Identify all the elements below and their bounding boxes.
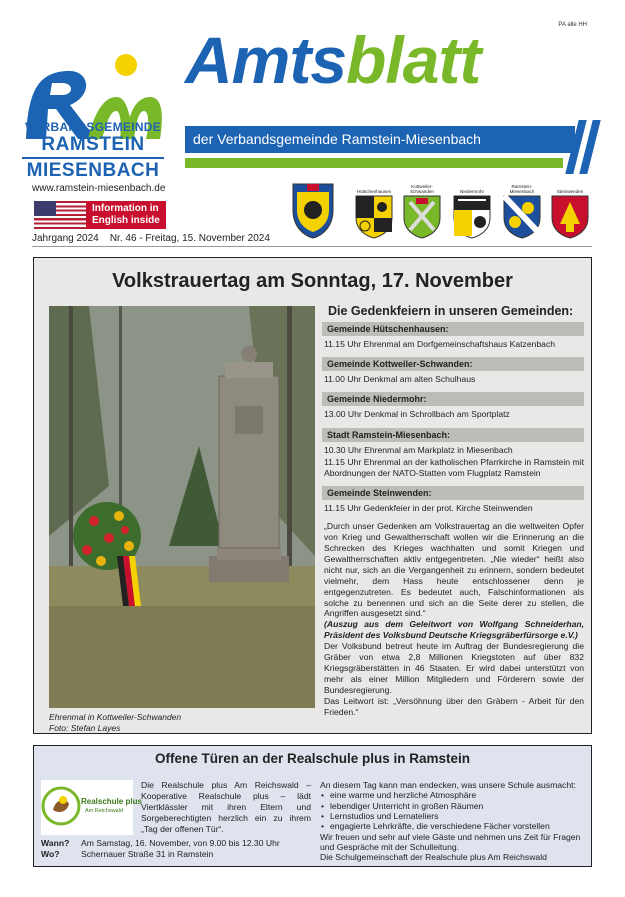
feature-item: • Lernstudios und Lernateliers <box>320 811 586 821</box>
masthead-title <box>185 22 480 98</box>
issue-line: Jahrgang 2024 Nr. 46 - Freitag, 15. November 2024 <box>32 233 270 244</box>
steinwenden-coat-icon <box>550 194 590 240</box>
gemeinde-text: 11.15 Uhr Gedenkfeier in der prot. Kirche Steinwenden <box>324 503 533 514</box>
event-where <box>41 849 280 860</box>
coat-label: Ramstein-Miesenbach <box>509 183 535 194</box>
features-signature: Die Schulgemeinschaft der Realschule plus Am Reichswald <box>320 852 547 863</box>
gemeinde-heading: Gemeinde Niedermohr: <box>322 392 584 406</box>
gemeinde-text: 11.15 Uhr Ehrenmal an der katholischen Pfarrkirche in Ramstein mit Abordnungen der NATO-Statten vom Flugplatz Ramstein <box>324 456 584 478</box>
quote-text: „Durch unser Gedenken am Volkstrauertag an die weltweiten Opfer von Krieg und Gewaltherrschaft wollen wir die Erinnerung an die Schrecken des Krieges wachhalten und somit Kriegen und Gewaltherrschaften aktiv entgegentreten. „Nie wieder“ heißt also nicht nur, sich an die Vergangenheit zu erinnern, sondern bedeutet vielmehr, dem Hass heute entschlossener denn je entgegenzutreten. Es bedeutet auch, Falschinformationen als solche zu benennen und sich an die Seite derer zu stellen, die Angriffen ausgesetzt sind.“ <box>324 521 584 619</box>
coat-niedermohr <box>450 180 494 241</box>
coat-label: Hütschenhausen <box>356 188 392 194</box>
english-info-line1: Information in <box>92 203 159 214</box>
coat-label: Kottweiler-Schwanden <box>409 183 434 194</box>
gemeinde-text: 11.15 Uhr Ehrenmal am Dorfgemeinschaftshaus Katzenbach <box>324 339 556 349</box>
coat-vg <box>290 180 336 241</box>
quote-source: (Auszug aus dem Geleitwort von Wolfgang Schneiderhan, Präsident des Volksbund Deutsche Kriegsgräberfürsorge e.V.) <box>324 619 584 641</box>
gemeinde-text: 13.00 Uhr Denkmal in Schrollbach am Sportplatz <box>324 409 510 420</box>
volkstrauertag-article <box>33 257 592 734</box>
feature-item: • eine warme und herzliche Atmosphäre <box>320 790 586 800</box>
features-intro: An diesem Tag kann man endecken, was unsere Schule ausmacht: <box>320 780 576 790</box>
photo-caption <box>49 712 181 734</box>
vg-coat-icon <box>291 180 335 240</box>
gemeinde-heading: Stadt Ramstein-Miesenbach: <box>322 428 584 442</box>
article-headline: Volkstrauertag am Sonntag, 17. November <box>112 270 513 292</box>
features-outro: Wir freuen und sehr auf viele Gäste und nehmen uns Zeit für Fragen und Gespräche mit der Schulleitung. <box>320 831 581 852</box>
logo-line3: MIESENBACH <box>26 159 160 181</box>
volksbund-paragraph: Der Volksbund betreut heute im Auftrag der Bundesregierung die Gräber von etwa 2,8 Millionen Kriegstoten auf über 832 Kriegsgräberstätten in 46 Staaten. Er wird dabei unterstützt von mehr als einer Million Mitgliedern und Förderern sowie der Bundesregierung. <box>324 641 584 695</box>
english-info-line2: English inside <box>92 214 160 226</box>
corner-note: PA alle HH <box>558 22 587 28</box>
realschule-logo <box>41 780 142 835</box>
realschule-intro: Die Realschule plus Am Reichswald – Kooperative Realschule plus – lädt Viertklässler mit ihren Eltern und Sorgeberechtigten herzlich ein zu ihrem „Tag der offenen Tür“. <box>141 780 311 834</box>
logo-school-sub: Am Reichswald <box>85 808 123 814</box>
realschule-article <box>33 745 592 867</box>
coats-of-arms <box>290 180 590 244</box>
ramstein-coat-icon <box>502 194 542 240</box>
gemeinde-text-line: 10.30 Uhr Ehrenmal am Markplatz in Miesenbach <box>324 444 513 455</box>
memorial-photo <box>49 306 315 708</box>
english-info-text <box>86 201 166 229</box>
english-info-badge[interactable] <box>34 201 166 229</box>
memorial-schedule <box>322 304 584 718</box>
where-label: Wo? <box>41 848 60 859</box>
coat-huetschenhausen <box>352 180 396 241</box>
niedermohr-coat-icon <box>452 194 492 240</box>
logo-line1: VERBANDSGEMEINDE <box>24 120 162 134</box>
photo-caption-title: Ehrenmal in Kottweiler-Schwanden <box>49 712 182 722</box>
coat-ramstein-miesenbach <box>500 180 544 241</box>
leitwort-paragraph: Das Leitwort ist: „Versöhnung über den Gräbern - Arbeit für den Frieden.“ <box>324 695 584 717</box>
gemeinde-text: 11.00 Uhr Denkmal am alten Schulhaus <box>324 374 476 385</box>
kottweiler-coat-icon <box>402 194 442 240</box>
realschule-headline: Offene Türen an der Realschule plus in Ramstein <box>154 751 471 766</box>
realschule-features <box>320 780 586 863</box>
coat-kottweiler-schwanden <box>400 180 444 241</box>
when-value: Am Samstag, 16. November, von 9.00 bis 12.30 Uhr <box>81 838 280 848</box>
when-label: Wann? <box>41 838 70 848</box>
realschule-logo-icon <box>41 780 142 835</box>
logo-divider <box>22 157 164 159</box>
masthead-subtitle: der Verbandsgemeinde Ramstein-Miesenbach <box>185 126 575 153</box>
event-when <box>41 838 280 849</box>
logo-school-title: Realschule plus <box>81 797 142 806</box>
title-part1: Amts <box>185 23 347 97</box>
gemeinde-heading: Gemeinde Hütschenhausen: <box>322 322 584 336</box>
title-part2: blatt <box>346 23 481 97</box>
masthead-green-bar <box>185 158 563 168</box>
features-list <box>320 790 586 831</box>
schedule-title: Die Gedenkfeiern in unseren Gemeinden: <box>328 304 574 318</box>
logo-wordmark <box>18 121 168 180</box>
coat-label: Steinwenden <box>556 188 584 194</box>
photo-caption-credit: Foto: Stefan Layes <box>49 723 121 734</box>
where-value: Schernauer Straße 31 in Ramstein <box>81 848 214 859</box>
feature-item: • engagierte Lehrkräfte, die verschiedene Fächer vorstellen <box>320 821 586 831</box>
gemeinde-heading: Gemeinde Steinwenden: <box>322 486 584 500</box>
us-flag-icon <box>34 201 86 229</box>
website-link[interactable]: www.ramstein-miesenbach.de <box>32 183 166 194</box>
huetschenhausen-coat-icon <box>354 194 394 240</box>
coat-steinwenden <box>548 180 592 241</box>
logo-line2: RAMSTEIN <box>41 134 145 155</box>
feature-item: • lebendiger Unterricht in großen Räumen <box>320 801 586 811</box>
event-details <box>41 838 280 860</box>
gemeinde-heading: Gemeinde Kottweiler-Schwanden: <box>322 357 584 371</box>
header-divider <box>32 246 592 247</box>
geleitwort-quote <box>322 521 584 717</box>
coat-label: Niedermohr <box>460 188 484 194</box>
gemeinde-text <box>322 442 584 457</box>
